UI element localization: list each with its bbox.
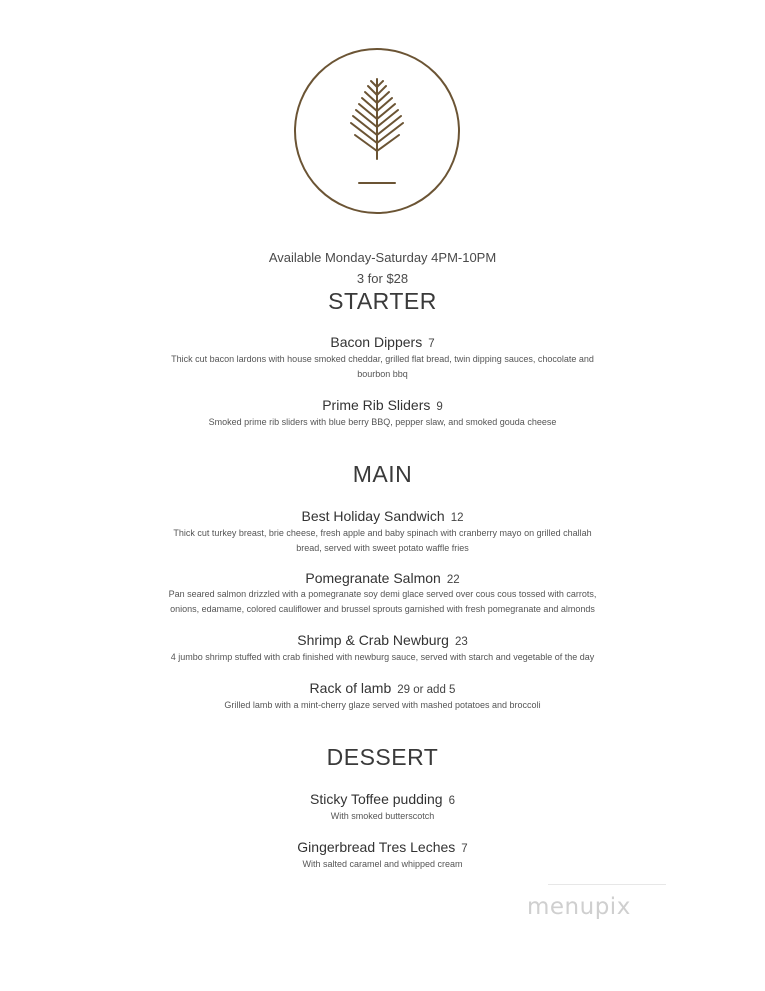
- menu-item-title: [0, 790, 765, 810]
- section-heading-main: MAIN: [352, 461, 413, 487]
- menu-item-title: [0, 838, 765, 858]
- description-line: With salted caramel and whipped cream: [302, 859, 463, 869]
- description-line: onions, edamame, colored cauliflower and brussel sprouts garnished with fresh pomegranate and almonds: [170, 604, 595, 614]
- menu-item-description: [0, 650, 765, 665]
- item-price: 6: [448, 795, 455, 807]
- menu-item-title: [0, 507, 765, 527]
- description-line: Smoked prime rib sliders with blue berry BBQ, pepper slaw, and smoked gouda cheese: [208, 417, 557, 427]
- description-line: Thick cut bacon lardons with house smoked cheddar, grilled flat bread, twin dipping sauces, chocolate and: [171, 354, 594, 364]
- menu-item-description: [0, 857, 765, 872]
- description-line: bread, served with sweet potato waffle fries: [296, 543, 469, 553]
- item-price: 7: [428, 338, 435, 350]
- item-name: Sticky Toffee pudding: [310, 791, 443, 807]
- description-line: bourbon bbq: [357, 369, 408, 379]
- menu-item-description: [0, 809, 765, 824]
- item-price: 22: [446, 574, 460, 586]
- deal-text: 3 for $28: [356, 271, 409, 286]
- pine-tree-logo-icon: [293, 47, 461, 215]
- menu-item-description: [0, 415, 765, 430]
- description-line: 4 jumbo shrimp stuffed with crab finished with newburg sauce, served with starch and vegetable of the day: [170, 652, 595, 662]
- section-heading-starter: STARTER: [328, 288, 437, 314]
- description-line: Grilled lamb with a mint-cherry glaze served with mashed potatoes and broccoli: [224, 700, 541, 710]
- menu-item-title: [0, 631, 765, 651]
- menu-item-title: [0, 679, 765, 699]
- menu-item-description: [0, 352, 765, 382]
- watermark-text: menupix: [527, 894, 631, 920]
- menu-item-title: [0, 333, 765, 353]
- menu-item-description: [0, 698, 765, 713]
- item-name: Best Holiday Sandwich: [301, 508, 445, 524]
- item-name: Prime Rib Sliders: [322, 397, 431, 413]
- item-name: Pomegranate Salmon: [305, 570, 441, 586]
- menu-item-description: [0, 526, 765, 556]
- item-name: Shrimp & Crab Newburg: [297, 632, 449, 648]
- section-heading-dessert: DESSERT: [326, 744, 439, 770]
- availability-text: Available Monday-Saturday 4PM-10PM: [268, 250, 497, 265]
- item-name: Gingerbread Tres Leches: [297, 839, 456, 855]
- item-price: 23: [454, 636, 468, 648]
- menu-item-title: [0, 396, 765, 416]
- watermark-divider: [548, 884, 666, 885]
- item-price: 29 or add 5: [397, 684, 456, 696]
- description-line: With smoked butterscotch: [330, 811, 435, 821]
- item-price: 12: [450, 512, 464, 524]
- description-line: Thick cut turkey breast, brie cheese, fresh apple and baby spinach with cranberry mayo on grilled challah: [173, 528, 592, 538]
- item-price: 7: [461, 843, 468, 855]
- item-name: Bacon Dippers: [330, 334, 423, 350]
- item-name: Rack of lamb: [309, 680, 392, 696]
- item-price: 9: [436, 401, 443, 413]
- description-line: Pan seared salmon drizzled with a pomegranate soy demi glace served over cous cous tossed with carrots,: [168, 589, 597, 599]
- menu-item-description: [0, 587, 765, 617]
- menu-item-title: [0, 569, 765, 589]
